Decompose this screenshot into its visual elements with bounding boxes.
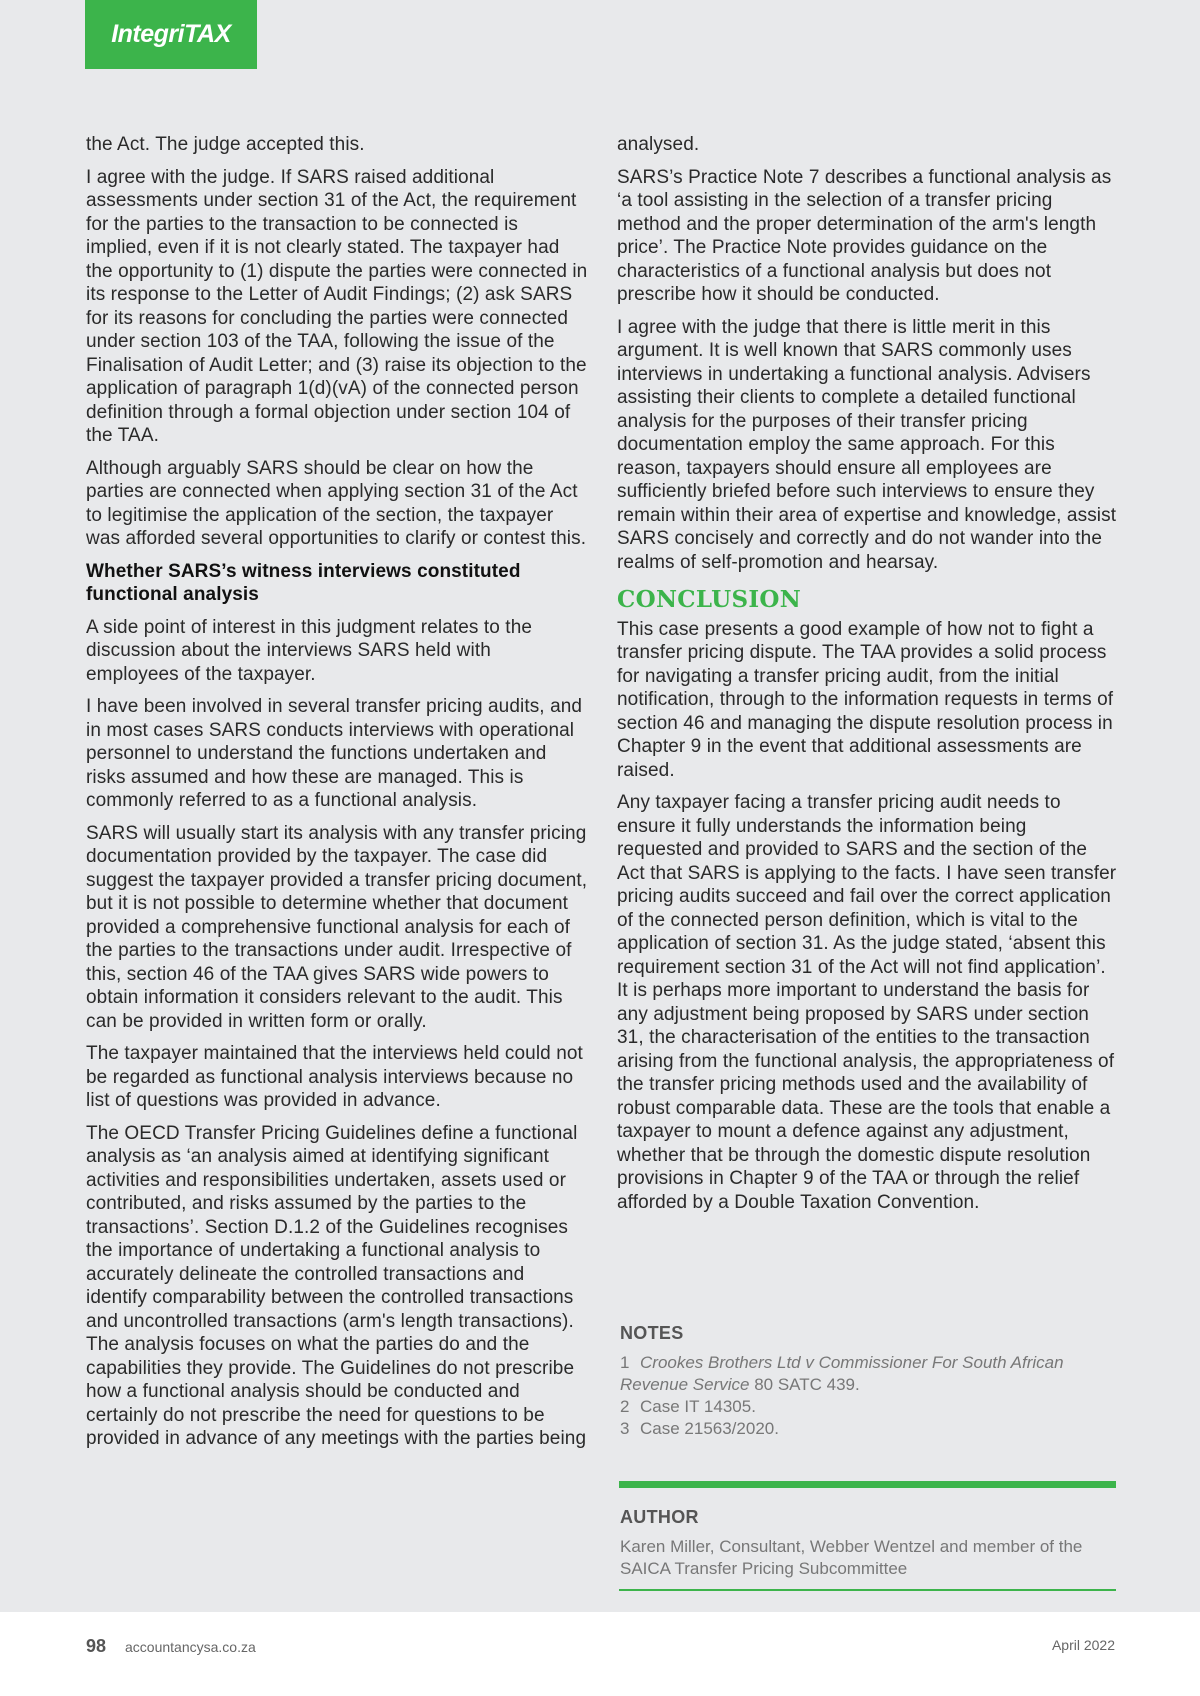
integritax-logo bbox=[85, 0, 257, 69]
page-number: 98 bbox=[86, 1636, 107, 1656]
paragraph: I have been involved in several transfer pricing audits, and in most cases SARS conducts interviews with operational personnel to understand the functions undertaken and risks assumed and how these are managed. This is commonly referred to as a functional analysis. bbox=[86, 696, 583, 811]
website-link[interactable]: accountancysa.co.za bbox=[125, 1639, 256, 1655]
paragraph: The OECD Transfer Pricing Guidelines define a functional analysis as ‘an analysis aimed at identifying significant activities and responsibilities undertaken, assets used or contributed, and risks assumed by the parties to the transactions’. Section D.1.2 of the Guidelines recognises the importance of undertaking a functional analysis to accurately delineate the controlled transactions and identify comparability between the controlled transactions and uncontrolled transactions (arm's length transactions). The analysis focuses on what the parties do and the capabilities they provide. The Guidelines do not prescribe how a functional analysis should be conducted and certainly do not prescribe the need for questions to be provided in advance of any meetings with the parties being bbox=[86, 1122, 587, 1449]
paragraph: Although arguably SARS should be clear on how the parties are connected when applying section 31 of the Act to legitimise the application of the section, the taxpayer was afforded several opportunities to clarify or contest this. bbox=[86, 457, 587, 549]
author-section bbox=[620, 1506, 1120, 1580]
note-item bbox=[620, 1396, 1120, 1418]
paragraph: The taxpayer maintained that the interviews held could not be regarded as functional analysis interviews because no list of questions was provided in advance. bbox=[86, 1043, 583, 1111]
note-item bbox=[620, 1418, 1120, 1440]
right-column bbox=[617, 133, 1117, 1223]
note-item bbox=[620, 1352, 1120, 1396]
paragraph: I agree with the judge. If SARS raised additional assessments under section 31 of the Act, the requirement for the parties to the transaction to be connected is implied, even if it is not clearly stated. The taxpayer had the opportunity to (1) dispute the parties were connected in its response to the Letter of Audit Findings; (2) ask SARS for its reasons for concluding the parties were connected under section 103 of the TAA, following the issue of the Finalisation of Audit Letter; and (3) raise its objection to the application of paragraph 1(d)(vA) of the connected person definition through a formal objection under section 104 of the TAA. bbox=[86, 166, 588, 446]
conclusion-heading: CONCLUSION bbox=[617, 586, 802, 613]
paragraph: analysed. bbox=[617, 134, 700, 155]
paragraph: the Act. The judge accepted this. bbox=[86, 134, 365, 155]
paragraph: SARS will usually start its analysis with any transfer pricing documentation provided by the taxpayer. The case did suggest the taxpayer provided a transfer pricing document, but it is not possible to determine whether that document provided a comprehensive functional analysis for each of the parties to the transactions under audit. Irrespective of this, section 46 of the TAA gives SARS wide powers to obtain information it considers relevant to the audit. This can be provided in written form or orally. bbox=[86, 822, 588, 1032]
author-divider bbox=[619, 1589, 1116, 1591]
note-number: 2 bbox=[620, 1397, 630, 1416]
section-divider-bar bbox=[619, 1481, 1116, 1488]
left-column bbox=[86, 133, 588, 1460]
logo-text: IntegriTAX bbox=[111, 20, 231, 48]
paragraph: I agree with the judge that there is little merit in this argument. It is well known that SARS commonly uses interviews in undertaking a functional analysis. Advisers assisting their clients to complete a detailed functional analysis for the purposes of their transfer pricing documentation employ the same approach. For this reason, taxpayers should ensure all employees are sufficiently briefed before such interviews to ensure they remain within their area of expertise and knowledge, assist SARS concisely and correctly and do not wander into the realms of self-promotion and hearsay. bbox=[617, 316, 1117, 573]
paragraph: This case presents a good example of how not to fight a transfer pricing dispute. The TAA provides a solid process for navigating a transfer pricing audit, from the initial notification, through to the information requests in terms of section 46 and managing the dispute resolution process in Chapter 9 in the event that additional assessments are raised. bbox=[617, 618, 1114, 781]
note-number: 3 bbox=[620, 1419, 630, 1438]
notes-section bbox=[620, 1322, 1120, 1440]
section-subheading: Whether SARS’s witness interviews constituted functional analysis bbox=[86, 560, 521, 605]
note-text: Case 21563/2020. bbox=[640, 1419, 779, 1438]
note-citation: 80 SATC 439. bbox=[749, 1375, 860, 1394]
note-text: Case IT 14305. bbox=[640, 1397, 756, 1416]
author-heading: AUTHOR bbox=[620, 1507, 699, 1527]
paragraph: SARS’s Practice Note 7 describes a functional analysis as ‘a tool assisting in the selection of a transfer pricing method and the proper determination of the arm's length price’. The Practice Note provides guidance on the characteristics of a functional analysis but does not prescribe how it should be conducted. bbox=[617, 166, 1112, 305]
author-text: Karen Miller, Consultant, Webber Wentzel and member of the SAICA Transfer Pricing Subcommittee bbox=[620, 1537, 1083, 1578]
paragraph: Any taxpayer facing a transfer pricing audit needs to ensure it fully understands the information being requested and provided to SARS and the section of the Act that SARS is applying to the facts. I have seen transfer pricing audits succeed and fail over the correct application of the connected person definition, which is vital to the application of section 31. As the judge stated, ‘absent this requirement section 31 of the Act will not find application’. It is perhaps more important to understand the basis for any adjustment being proposed by SARS under section 31, the characterisation of the entities to the transaction arising from the functional analysis, the appropriateness of the transfer pricing methods used and the availability of robust comparable data. These are the tools that enable a taxpayer to mount a defence against any adjustment, whether that be through the domestic dispute resolution provisions in Chapter 9 of the TAA or through the relief afforded by a Double Taxation Convention. bbox=[617, 792, 1117, 1213]
note-case-name: Crookes Brothers Ltd v Commissioner For South African Revenue Service bbox=[620, 1353, 1064, 1394]
paragraph: A side point of interest in this judgment relates to the discussion about the interviews SARS held with employees of the taxpayer. bbox=[86, 616, 533, 685]
note-number: 1 bbox=[620, 1353, 630, 1372]
issue-date: April 2022 bbox=[1051, 1637, 1115, 1653]
notes-heading: NOTES bbox=[620, 1323, 684, 1343]
